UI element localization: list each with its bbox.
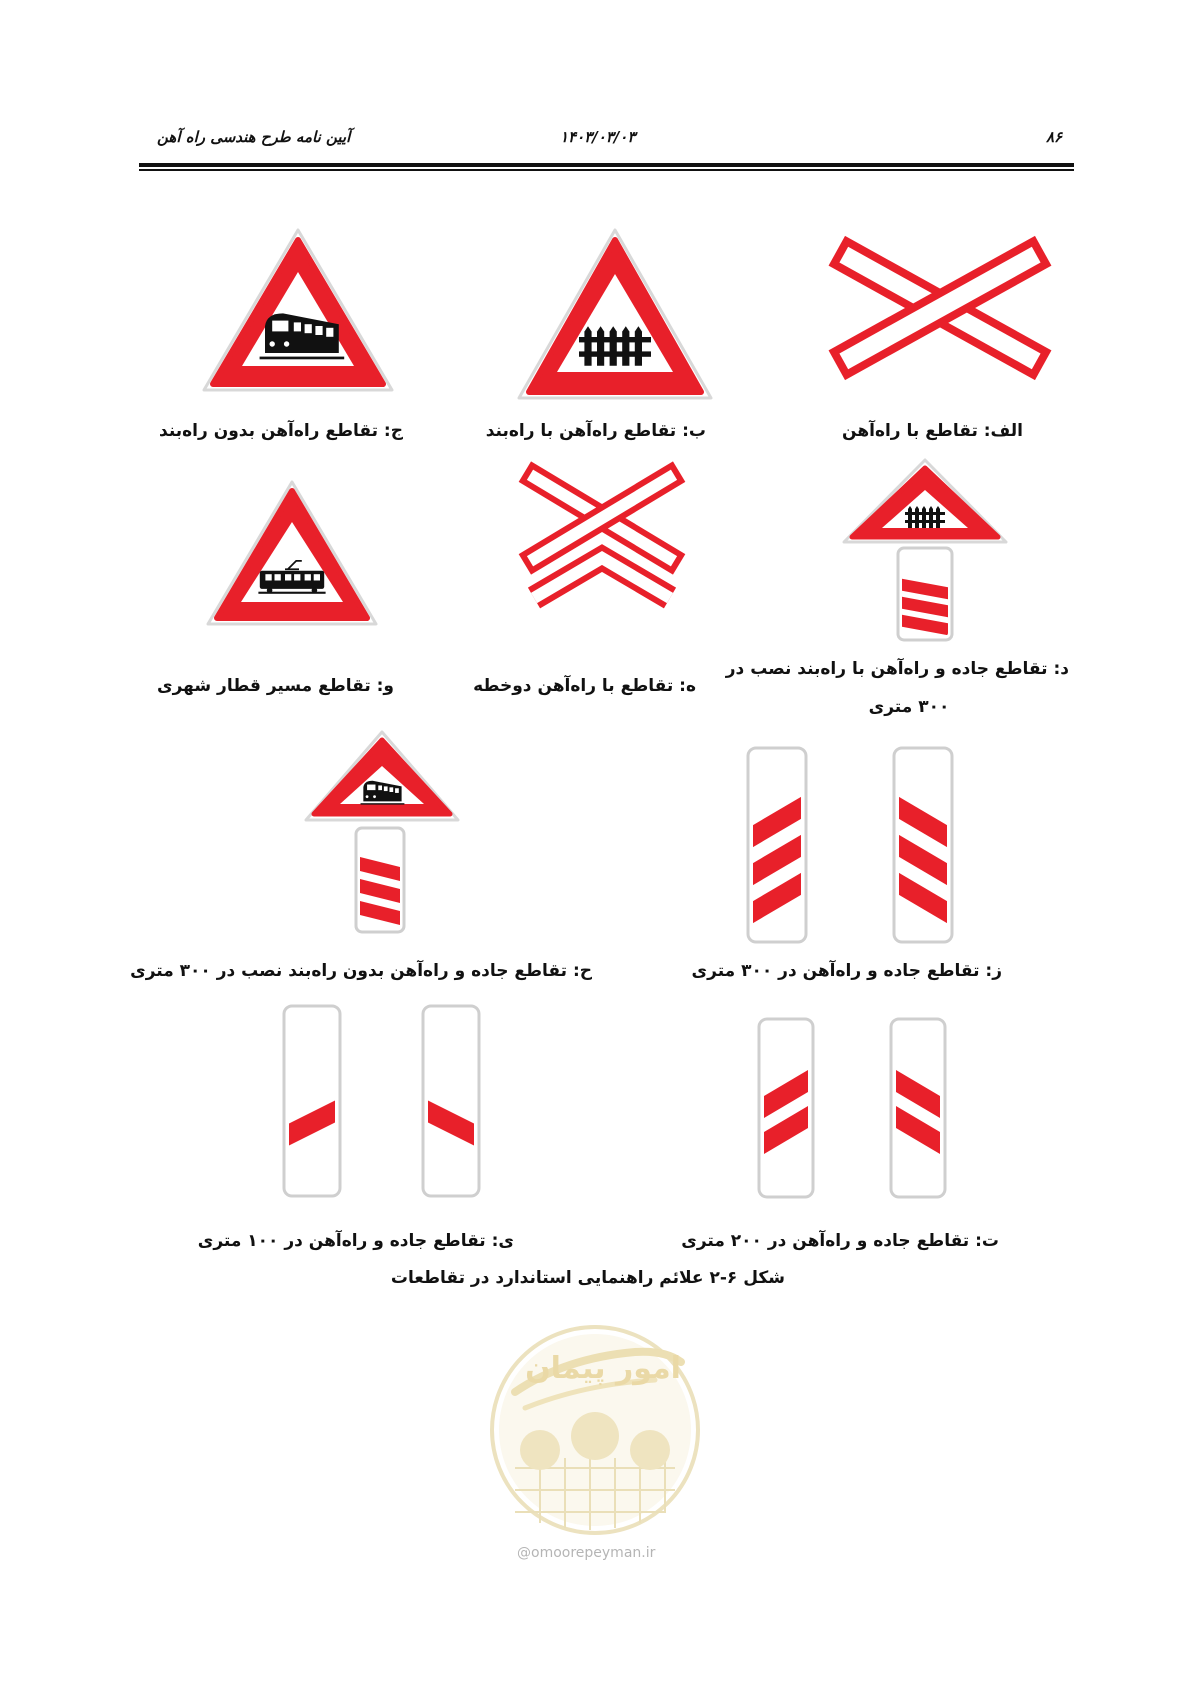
figure-caption: شکل ۶-۲ علائم راهنمایی استاندارد در تقاطعات <box>390 1268 785 1288</box>
watermark-site <box>517 1545 655 1561</box>
caption-dal-line1: د: تقاطع جاده و راه‌آهن با راه‌بند نصب در <box>725 659 1069 679</box>
caption-dal-line2: ۳۰۰ متری <box>868 697 950 717</box>
countdown-post-right <box>423 1006 479 1196</box>
caption-dal <box>725 650 1069 726</box>
caption-jim: ج: تقاطع راه‌آهن بدون راه‌بند <box>159 421 403 441</box>
caption-be: ب: تقاطع راه‌آهن با راه‌بند <box>485 421 706 441</box>
countdown-post-left <box>284 1006 340 1196</box>
watermark-logo <box>485 1318 705 1548</box>
sign-crossing-with-barrier-300m <box>840 456 1010 641</box>
watermark-site-text: omoorepeyman.ir <box>531 1545 656 1561</box>
sign-double-track-crossing <box>520 466 685 616</box>
caption-ye: ی: تقاطع جاده و راه‌آهن در ۱۰۰ متری <box>197 1231 514 1251</box>
header-rule-thin <box>139 169 1074 171</box>
countdown-post-left <box>748 748 806 942</box>
header-rule-thick <box>139 163 1074 167</box>
document-title: آیین نامه طرح هندسی راه آهن <box>157 128 351 146</box>
watermark-logo-text: امور پیمان <box>525 1351 681 1386</box>
caption-te: ت: تقاطع جاده و راه‌آهن در ۲۰۰ متری <box>681 1231 999 1251</box>
countdown-posts-100m <box>280 1002 485 1202</box>
page-number: ۸۶ <box>1046 128 1063 146</box>
countdown-posts-200m <box>755 1015 950 1200</box>
countdown-posts-300m <box>744 744 964 944</box>
watermark-at-icon: @ <box>517 1545 531 1561</box>
sign-crossing-without-barrier-300m <box>302 728 462 933</box>
countdown-post-left <box>759 1019 813 1197</box>
sign-crossing-without-barrier <box>201 226 396 396</box>
caption-alef: الف: تقاطع با راه‌آهن <box>842 421 1023 441</box>
countdown-post-right <box>891 1019 945 1197</box>
caption-vav: و: تقاطع مسیر قطار شهری <box>157 676 394 696</box>
header-date: ۱۴۰۳/۰۳/۰۳ <box>560 128 636 146</box>
caption-he: ه: تقاطع با راه‌آهن دوخطه <box>473 676 696 696</box>
caption-ze: ز: تقاطع جاده و راه‌آهن در ۳۰۰ متری <box>691 961 1002 981</box>
sign-crossing-with-barrier <box>515 226 715 406</box>
sign-railway-crossing-cross <box>832 246 1048 371</box>
sign-urban-tram-crossing <box>205 478 380 628</box>
countdown-post-right <box>894 748 952 942</box>
caption-he2: ح: تقاطع جاده و راه‌آهن بدون راه‌بند نصب در ۳۰۰ متری <box>130 961 592 981</box>
